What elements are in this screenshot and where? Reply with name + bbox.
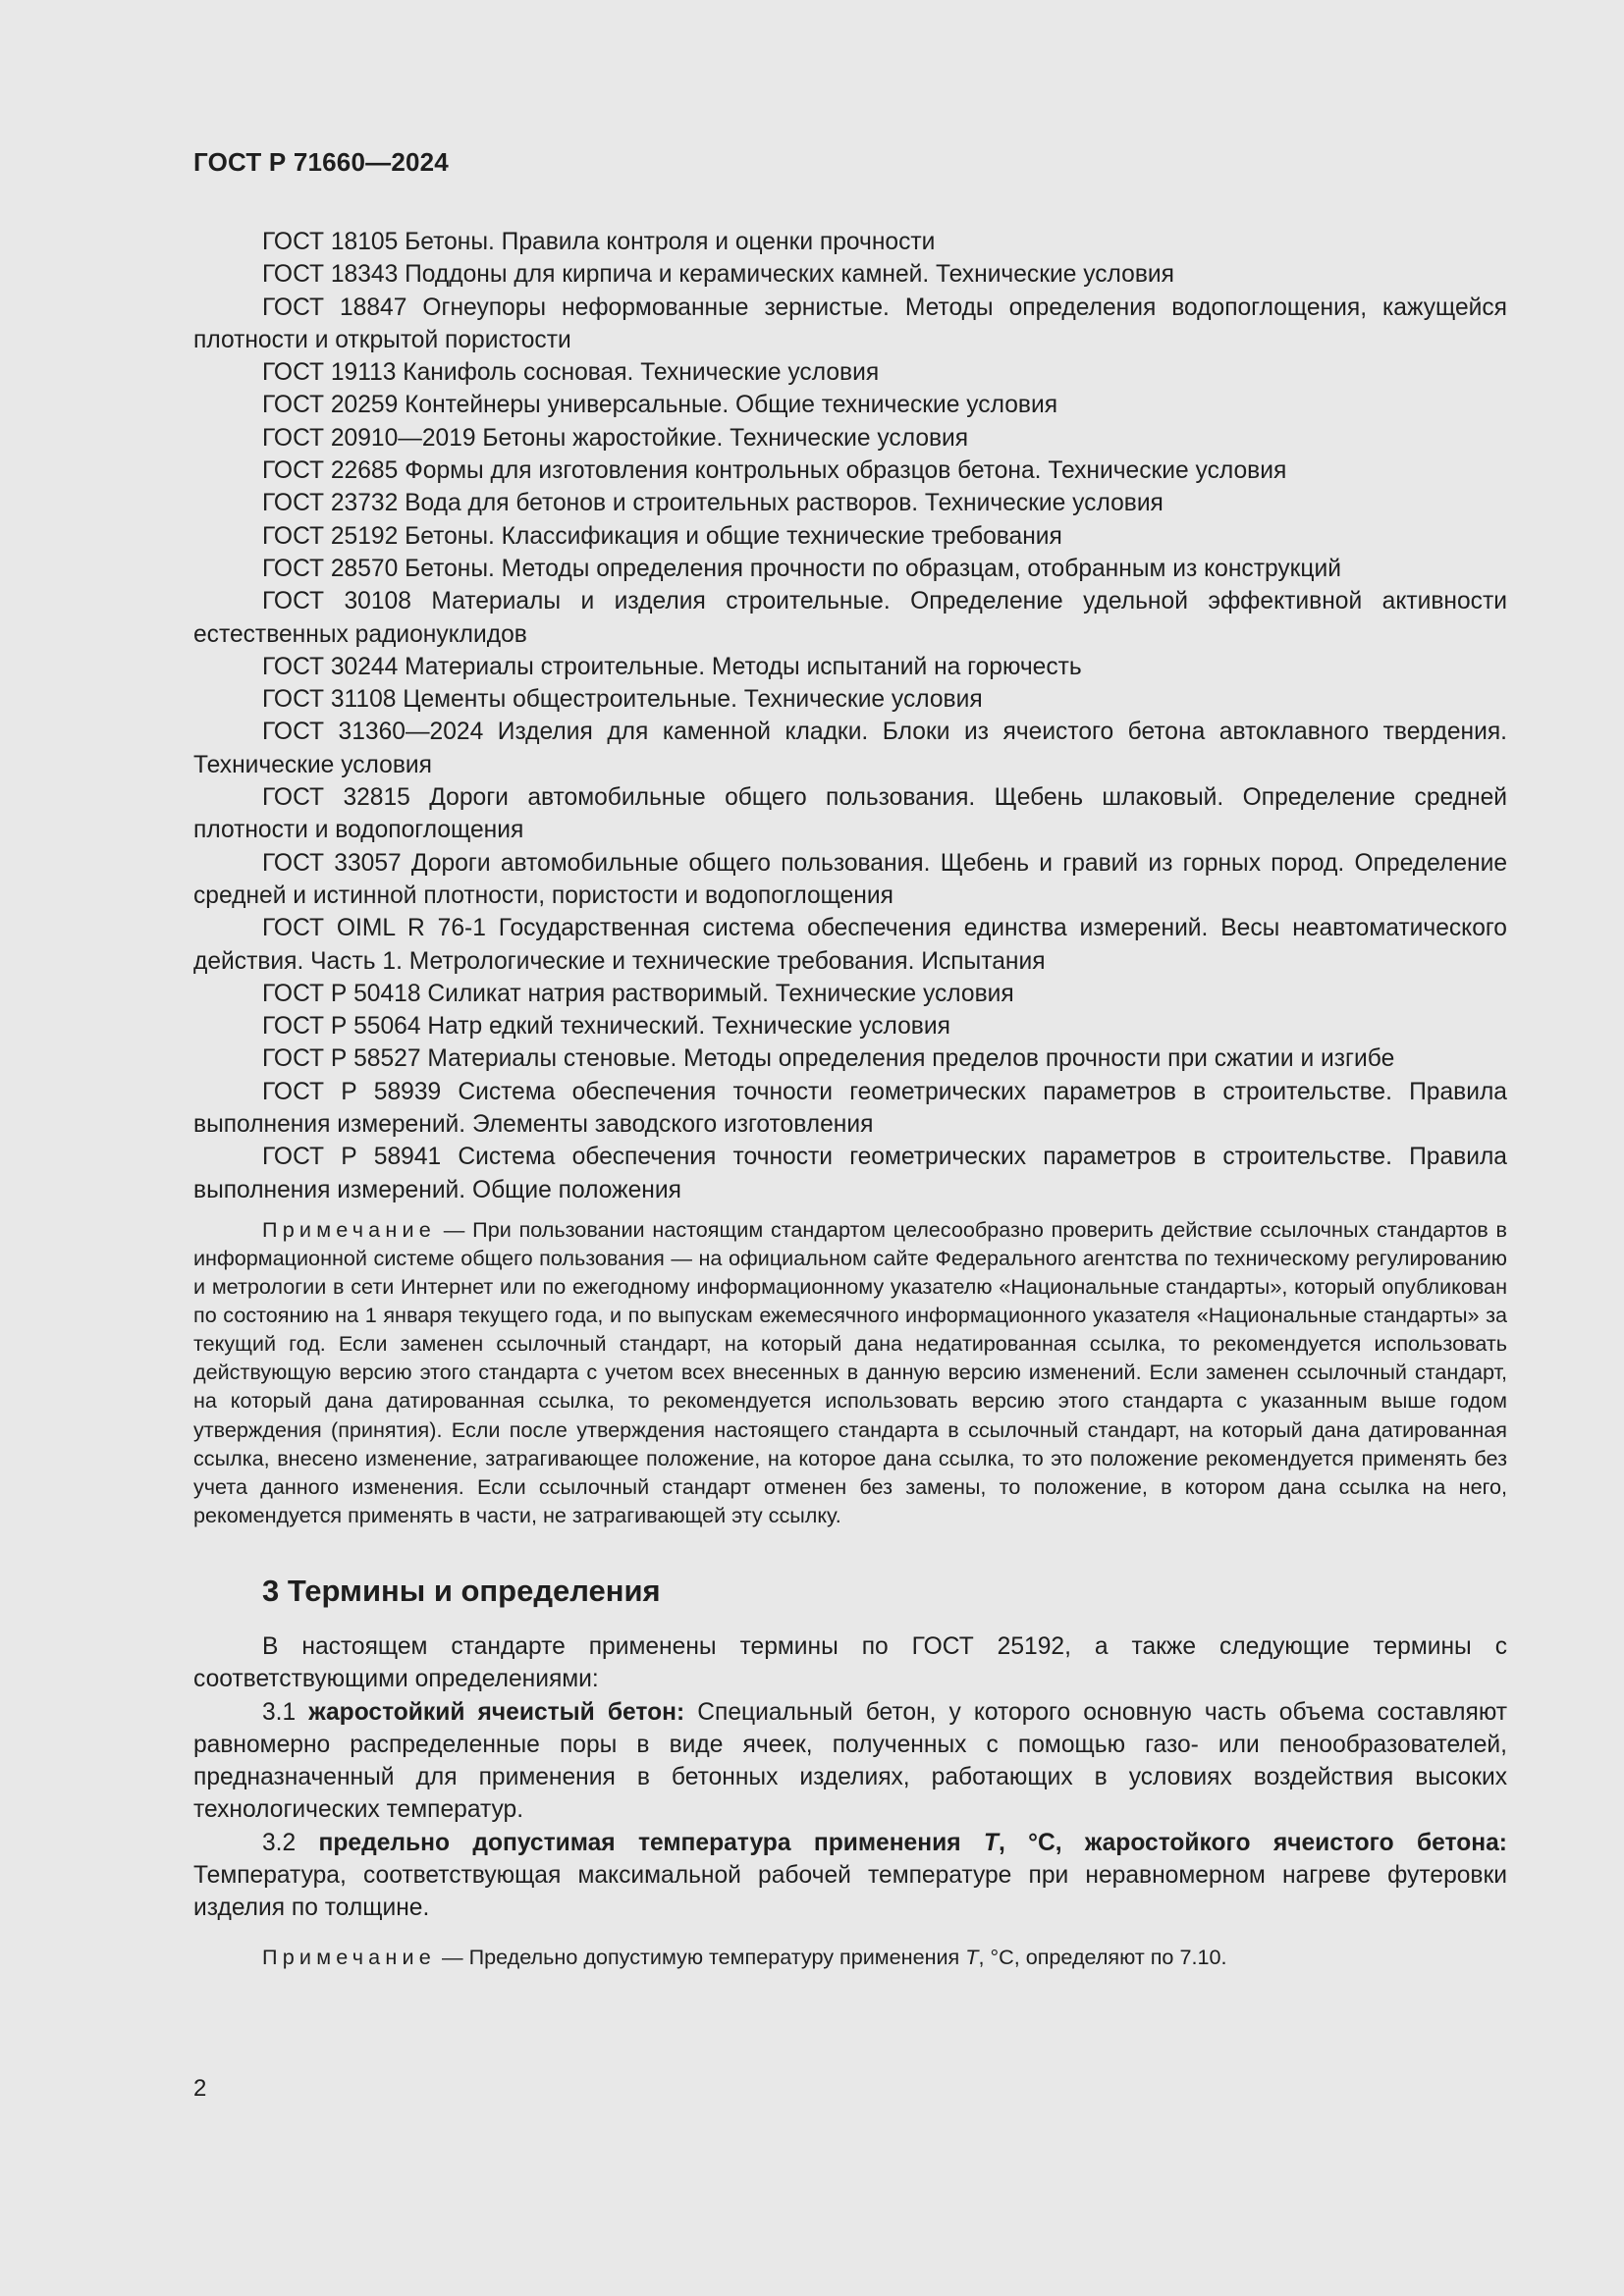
reference-item: ГОСТ 30244 Материалы строительные. Методы испытаний на горючесть <box>262 653 1082 680</box>
term-number: 3.2 <box>262 1829 319 1856</box>
reference-item: ГОСТ 23732 Вода для бетонов и строительных растворов. Технические условия <box>262 490 1164 517</box>
reference-item: ГОСТ 19113 Канифоль сосновая. Технические условия <box>262 359 880 387</box>
reference-item: ГОСТ Р 50418 Силикат натрия растворимый. Технические условия <box>262 980 1014 1007</box>
reference-item: ГОСТ 31108 Цементы общестроительные. Технические условия <box>262 686 983 714</box>
reference-item: ГОСТ Р 55064 Натр едкий технический. Технические условия <box>262 1013 950 1041</box>
normative-references-list <box>193 226 1507 1206</box>
document-code-header: ГОСТ Р 71660—2024 <box>193 147 449 177</box>
term-definition-text: Специальный бетон, у которого основную часть объема составляют равномерно распределенные поры в виде ячеек, полученных с помощью газо- или пенообразователей, предназначенный для применения в бетонных изделиях, работающих в условиях воздействия высоких технологических температур. <box>193 1698 1507 1824</box>
references-note <box>193 1215 1507 1529</box>
reference-item: ГОСТ 31360—2024 Изделия для каменной кладки. Блоки из ячеистого бетона автоклавного твердения. Технические условия <box>193 719 1507 778</box>
reference-item: ГОСТ 25192 Бетоны. Классификация и общие технические требования <box>262 522 1062 550</box>
term-name-part: предельно допустимая температура применения <box>318 1829 984 1856</box>
note-text: — Предельно допустимую температуру применения <box>436 1944 966 1969</box>
reference-item: ГОСТ OIML R 76-1 Государственная система обеспечения единства измерений. Весы неавтоматического действия. Часть 1. Метрологические и технические требования. Испытания <box>193 915 1507 975</box>
term-definition-3-2 <box>193 1827 1507 1925</box>
reference-item: ГОСТ 22685 Формы для изготовления контрольных образцов бетона. Технические условия <box>262 457 1287 485</box>
page-number: 2 <box>193 2075 207 2102</box>
note-symbol: T <box>965 1944 979 1969</box>
section-intro: В настоящем стандарте применены термины по ГОСТ 25192, а также следующие термины с соответствующими определениями: <box>193 1632 1507 1693</box>
reference-item: ГОСТ 18847 Огнеупоры неформованные зернистые. Методы определения водопоглощения, кажущейся плотности и открытой пористости <box>193 294 1507 353</box>
term-definition-3-1 <box>193 1696 1507 1827</box>
page-content <box>193 226 1507 1971</box>
note-text: — При пользовании настоящим стандартом целесообразно проверить действие ссылочных стандартов в информационной системе общего пользования — на официальном сайте Федерального агентства по техническому регулированию и метрологии в сети Интернет или по ежегодному информационному указателю «Национальные стандарты», который опубликован по состоянию на 1 января текущего года, и по выпускам ежемесячного информационного указателя «Национальные стандарты» за текущий год. Если заменен ссылочный стандарт, на который дана недатированная ссылка, то рекомендуется использовать действующую версию этого стандарта с учетом всех внесенных в данную версию изменений. Если заменен ссылочный стандарт, на который дана датированная ссылка, то рекомендуется использовать версию этого стандарта с указанным выше годом утверждения (принятия). Если после утверждения настоящего стандарта в ссылочный стандарт, на который дана датированная ссылка, внесено изменение, затрагивающее положение, на которое дана ссылка, то это положение рекомендуется применять без учета данного изменения. Если ссылочный стандарт отменен без замены, то положение, в котором дана ссылка на него, рекомендуется применять в части, не затрагивающей эту ссылку. <box>193 1216 1507 1527</box>
section-heading: 3 Термины и определения <box>262 1573 661 1608</box>
note-label: Примечание <box>262 1944 436 1969</box>
reference-item: ГОСТ 18105 Бетоны. Правила контроля и оценки прочности <box>262 229 936 255</box>
reference-item: ГОСТ 33057 Дороги автомобильные общего пользования. Щебень и гравий из горных пород. Определение средней и истинной плотности, пористости и водопоглощения <box>193 849 1507 909</box>
term-definition-text: Температура, соответствующая максимальной рабочей температуре при неравномерном нагреве футеровки изделия по толщине. <box>193 1862 1507 1922</box>
term-name: жаростойкий ячеистый бетон: <box>308 1698 685 1726</box>
term-name-part: , °С, жаростойкого ячеистого бетона: <box>998 1829 1507 1856</box>
note-text: , °С, определяют по 7.10. <box>978 1944 1227 1969</box>
reference-item: ГОСТ Р 58527 Материалы стеновые. Методы определения пределов прочности при сжатии и изгибе <box>262 1045 1395 1073</box>
reference-item: ГОСТ Р 58941 Система обеспечения точности геометрических параметров в строительстве. Правила выполнения измерений. Общие положения <box>193 1144 1507 1203</box>
reference-item: ГОСТ 32815 Дороги автомобильные общего пользования. Щебень шлаковый. Определение средней плотности и водопоглощения <box>193 784 1507 844</box>
temperature-note <box>193 1943 1507 1971</box>
reference-item: ГОСТ 20910—2019 Бетоны жаростойкие. Технические условия <box>262 424 969 452</box>
reference-item: ГОСТ 28570 Бетоны. Методы определения прочности по образцам, отобранным из конструкций <box>262 555 1341 582</box>
note-label: Примечание <box>262 1216 436 1242</box>
term-name <box>319 1830 1507 1856</box>
reference-item: ГОСТ Р 58939 Система обеспечения точности геометрических параметров в строительстве. Правила выполнения измерений. Элементы заводского изготовления <box>193 1078 1507 1139</box>
reference-item: ГОСТ 20259 Контейнеры универсальные. Общие технические условия <box>262 392 1058 419</box>
term-number: 3.1 <box>262 1698 309 1726</box>
reference-item: ГОСТ 30108 Материалы и изделия строительные. Определение удельной эффективной активности естественных радионуклидов <box>193 588 1507 648</box>
term-symbol: T <box>983 1829 999 1856</box>
reference-item: ГОСТ 18343 Поддоны для кирпича и керамических камней. Технические условия <box>262 261 1174 289</box>
